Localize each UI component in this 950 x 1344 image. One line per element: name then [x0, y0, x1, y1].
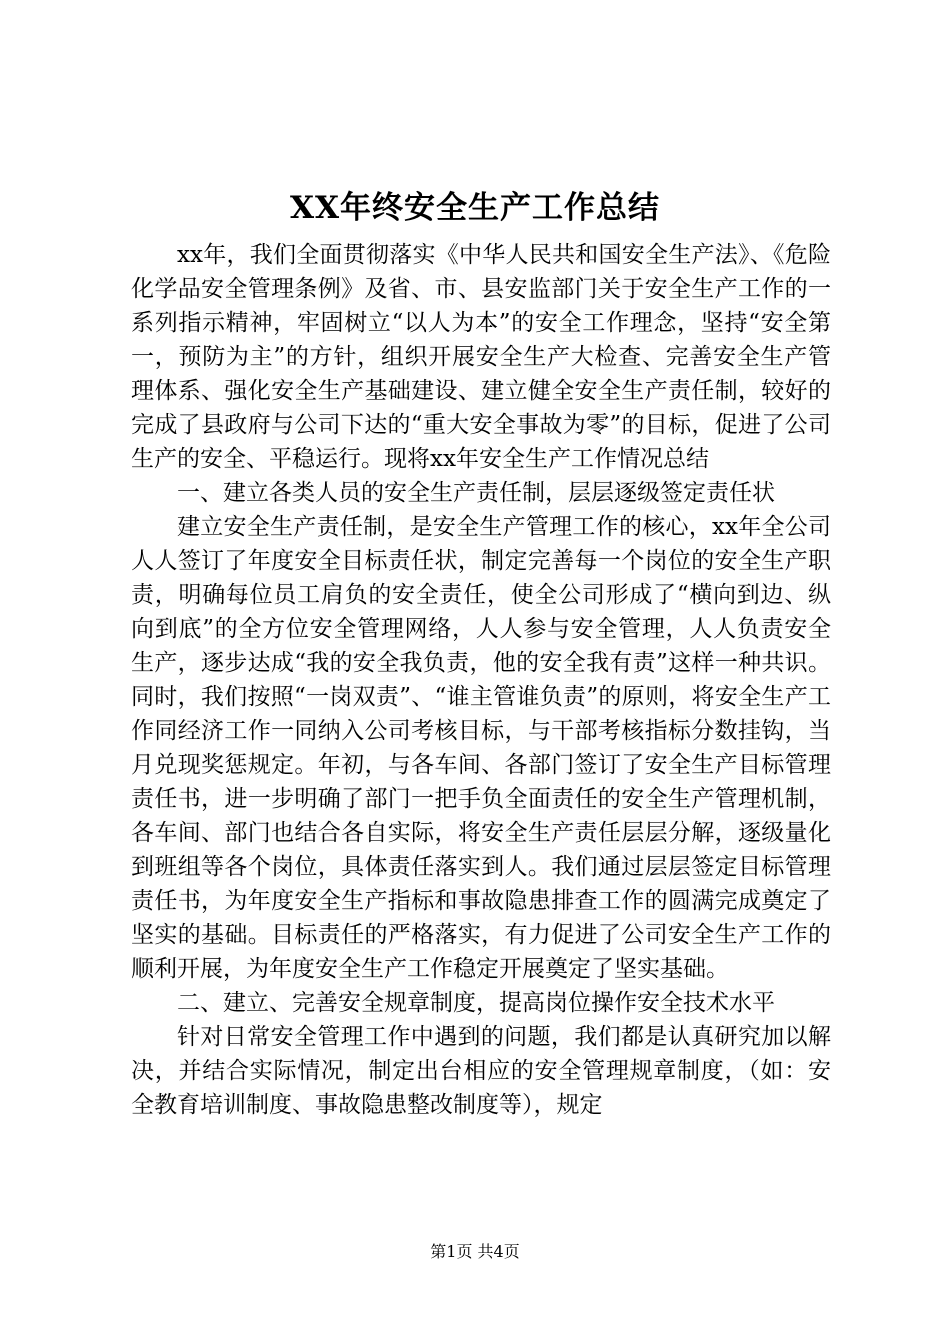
document-title: XX年终安全生产工作总结 — [289, 190, 661, 226]
section-heading-2: 二、建立、完善安全规章制度，提高岗位操作安全技术水平 — [177, 990, 775, 1016]
section-heading-1: 一、建立各类人员的安全生产责任制，层层逐级签定责任状 — [177, 480, 775, 506]
paragraph-section-1: 建立安全生产责任制，是安全生产管理工作的核心，xx年全公司人人签订了年度安全目标责任状，制定完善每一个岗位的安全生产职责，明确每位员工肩负的安全责任，使全公司形成了“横向到边、纵向到底”的全方位安全管理网络，人人参与安全管理，人人负责安全生产，逐步达成“我的安全我负责，他的安全我有责”这样一种共识。同时，我们按照“一岗双责”、“谁主管谁负责”的原则，将安全生产工作同经济工作一同纳入公司考核目标，与干部考核指标分数挂钩，当月兑现奖惩规定。年初，与各车间、各部门签订了安全生产目标管理责任书，进一步明确了部门一把手负全面责任的安全生产管理机制，各车间、部门也结合各自实际，将安全生产责任层层分解，逐级量化到班组等各个岗位，具体责任落实到人。我们通过层层签定目标管理责任书，为年度安全生产指标和事故隐患排查工作的圆满完成奠定了坚实的基础。目标责任的严格落实，有力促进了公司安全生产工作的顺利开展，为年度安全生产工作稳定开展奠定了坚实基础。 — [131, 514, 831, 982]
page-number-footer: 第1页 共4页 — [430, 1242, 520, 1261]
document-body — [131, 238, 831, 1122]
paragraph-section-2: 针对日常安全管理工作中遇到的问题，我们都是认真研究加以解决，并结合实际情况，制定出台相应的安全管理规章制度，（如：安全教育培训制度、事故隐患整改制度等），规定 — [131, 1024, 831, 1118]
paragraph-intro: xx年，我们全面贯彻落实《中华人民共和国安全生产法》、《危险化学品安全管理条例》及省、市、县安监部门关于安全生产工作的一系列指示精神，牢固树立“以人为本”的安全工作理念，坚持“安全第一，预防为主”的方针，组织开展安全生产大检查、完善安全生产管理体系、强化安全生产基础建设、建立健全安全生产责任制，较好的完成了县政府与公司下达的“重大安全事故为零”的目标，促进了公司生产的安全、平稳运行。现将xx年安全生产工作情况总结 — [131, 242, 831, 472]
